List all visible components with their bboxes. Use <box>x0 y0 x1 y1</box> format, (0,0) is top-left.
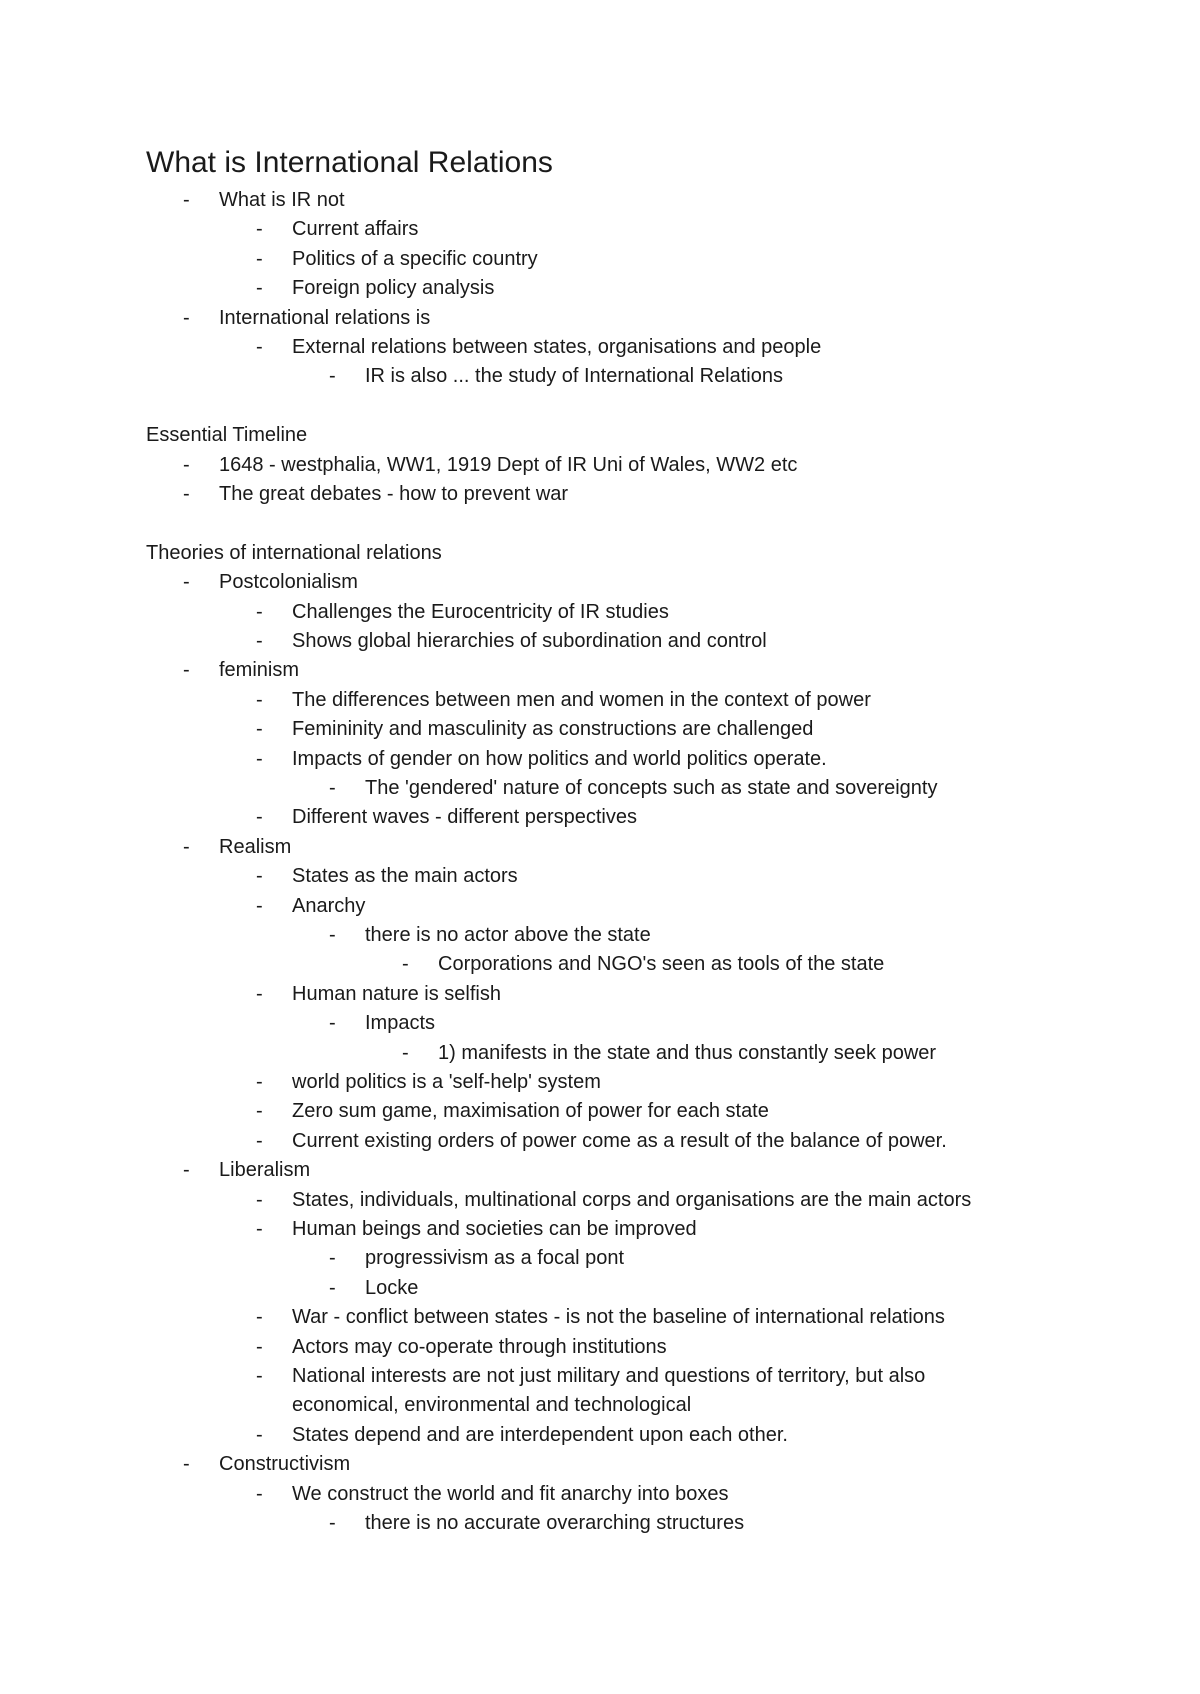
list-item-text: world politics is a 'self-help' system <box>292 1071 601 1093</box>
bullet-dash: - <box>256 1423 263 1446</box>
bullet-dash: - <box>183 189 190 211</box>
list-item <box>183 451 798 479</box>
bullet-dash: - <box>256 630 263 652</box>
bullet-dash: - <box>329 1247 336 1270</box>
list-item <box>402 1039 937 1067</box>
list-item <box>256 1303 945 1331</box>
bullet-dash: - <box>256 600 263 623</box>
list-item <box>256 1186 972 1214</box>
list-item-text: economical, environmental and technological <box>292 1394 692 1417</box>
list-item <box>256 274 495 302</box>
list-item-text: Shows global hierarchies of subordination and control <box>292 630 767 652</box>
bullet-dash: - <box>256 747 263 770</box>
list-item-text: IR is also ... the study of International Relations <box>365 365 783 388</box>
list-item-text: States, individuals, multinational corps and organisations are the main actors <box>292 1188 972 1211</box>
list-item-text: progressivism as a focal pont <box>365 1247 625 1270</box>
list-item <box>256 333 822 361</box>
list-item <box>256 1097 769 1125</box>
list-item <box>256 745 827 773</box>
list-item-text: Current affairs <box>292 218 419 241</box>
bullet-dash: - <box>183 483 190 505</box>
list-item <box>183 656 300 684</box>
bullet-dash: - <box>329 777 336 799</box>
list-item-text: 1648 - westphalia, WW1, 1919 Dept of IR Uni of Wales, WW2 etc <box>219 453 798 476</box>
list-item-text: Zero sum game, maximisation of power for each state <box>292 1100 769 1123</box>
list-item-text: War - conflict between states - is not the baseline of international relations <box>292 1306 945 1329</box>
bullet-dash: - <box>256 1129 263 1152</box>
document-title: What is International Relations <box>146 146 553 179</box>
list-item-text: The great debates - how to prevent war <box>219 483 569 505</box>
list-item-text: External relations between states, organisations and people <box>292 336 822 358</box>
bullet-dash: - <box>329 1012 336 1035</box>
list-item-text: 1) manifests in the state and thus constantly seek power <box>438 1041 937 1064</box>
list-item <box>402 950 885 978</box>
bullet-dash: - <box>256 982 263 1005</box>
list-item <box>256 980 501 1008</box>
bullet-dash: - <box>256 336 263 358</box>
list-item-text: International relations is <box>219 306 431 329</box>
list-item <box>183 480 569 508</box>
list-item-text: there is no accurate overarching structures <box>365 1512 745 1534</box>
bullet-dash: - <box>183 453 190 476</box>
list-item-text: feminism <box>219 659 300 682</box>
list-item-text: Postcolonialism <box>219 571 358 594</box>
list-item-text: Challenges the Eurocentricity of IR studies <box>292 600 669 623</box>
list-item-text: We construct the world and fit anarchy into boxes <box>292 1482 729 1505</box>
list-item-text: there is no actor above the state <box>365 924 651 946</box>
list-item <box>256 892 366 920</box>
bullet-dash: - <box>256 1482 263 1505</box>
list-item <box>256 1480 729 1508</box>
list-item <box>256 1421 788 1449</box>
bullet-dash: - <box>256 277 263 300</box>
list-item <box>256 598 669 626</box>
bullet-dash: - <box>256 1071 263 1093</box>
list-item-text: Actors may co-operate through institutions <box>292 1335 667 1358</box>
list-item <box>256 862 518 890</box>
list-item <box>256 1333 667 1361</box>
list-item-text: Current existing orders of power come as a result of the balance of power. <box>292 1129 947 1152</box>
list-item-text: Locke <box>365 1276 419 1299</box>
list-item <box>183 186 345 214</box>
bullet-dash: - <box>256 806 263 829</box>
bullet-dash: - <box>256 1188 263 1211</box>
bullet-dash: - <box>256 1218 263 1240</box>
list-item <box>329 1009 436 1037</box>
list-item <box>329 921 651 949</box>
list-item-text: Human nature is selfish <box>292 982 501 1005</box>
bullet-dash: - <box>183 1453 190 1476</box>
bullet-dash: - <box>256 247 263 270</box>
list-item <box>183 1450 351 1478</box>
list-item <box>256 803 637 831</box>
list-item-text: Impacts <box>365 1012 436 1035</box>
list-item-text: Realism <box>219 835 292 858</box>
list-item <box>329 1509 745 1537</box>
list-item-text: States depend and are interdependent upon each other. <box>292 1423 788 1446</box>
list-item <box>292 1391 691 1419</box>
list-item-text: Femininity and masculinity as constructions are challenged <box>292 718 814 741</box>
list-item-text: Foreign policy analysis <box>292 277 495 300</box>
bullet-dash: - <box>256 894 263 917</box>
list-item <box>256 1362 926 1390</box>
list-item <box>256 1127 947 1155</box>
bullet-dash: - <box>256 865 263 888</box>
bullet-dash: - <box>329 365 336 388</box>
list-item-text: Anarchy <box>292 894 366 917</box>
list-item <box>329 1274 419 1302</box>
bullet-dash: - <box>256 718 263 741</box>
list-item-text: Corporations and NGO's seen as tools of the state <box>438 953 885 976</box>
bullet-dash: - <box>329 1512 336 1534</box>
list-item-text: The 'gendered' nature of concepts such as state and sovereignty <box>365 777 938 799</box>
list-item-text: What is IR not <box>219 189 345 211</box>
list-item <box>256 1215 697 1243</box>
list-item <box>256 627 767 655</box>
list-item-text: Impacts of gender on how politics and world politics operate. <box>292 747 827 770</box>
bullet-dash: - <box>183 571 190 594</box>
list-item-text: Politics of a specific country <box>292 247 538 270</box>
bullet-dash: - <box>183 659 190 682</box>
list-item <box>256 215 419 243</box>
bullet-dash: - <box>256 1335 263 1358</box>
bullet-dash: - <box>329 924 336 946</box>
bullet-dash: - <box>256 688 263 711</box>
bullet-dash: - <box>183 1159 190 1182</box>
section-heading: Essential Timeline <box>146 424 308 447</box>
list-item-text: Constructivism <box>219 1453 351 1476</box>
list-item <box>183 833 292 861</box>
list-item <box>256 686 871 714</box>
list-item <box>183 1156 311 1184</box>
list-item <box>256 1068 601 1096</box>
list-item-text: Human beings and societies can be improved <box>292 1218 697 1240</box>
list-item-text: Different waves - different perspectives <box>292 806 637 829</box>
list-item-text: The differences between men and women in the context of power <box>292 688 871 711</box>
list-item <box>329 774 938 802</box>
list-item-text: States as the main actors <box>292 865 518 888</box>
bullet-dash: - <box>256 1306 263 1329</box>
bullet-dash: - <box>402 953 409 976</box>
bullet-dash: - <box>329 1276 336 1299</box>
bullet-dash: - <box>256 1100 263 1123</box>
bullet-dash: - <box>183 835 190 858</box>
list-item <box>329 362 783 390</box>
list-item <box>256 245 538 273</box>
list-item <box>183 568 358 596</box>
list-item <box>329 1244 625 1272</box>
list-item-text: National interests are not just military and questions of territory, but also <box>292 1365 926 1387</box>
list-item <box>183 304 431 332</box>
section-heading: Theories of international relations <box>146 541 442 564</box>
list-item-text: Liberalism <box>219 1159 311 1182</box>
bullet-dash: - <box>402 1041 409 1064</box>
bullet-dash: - <box>256 218 263 241</box>
list-item <box>256 715 814 743</box>
bullet-dash: - <box>256 1365 263 1387</box>
bullet-dash: - <box>183 306 190 329</box>
